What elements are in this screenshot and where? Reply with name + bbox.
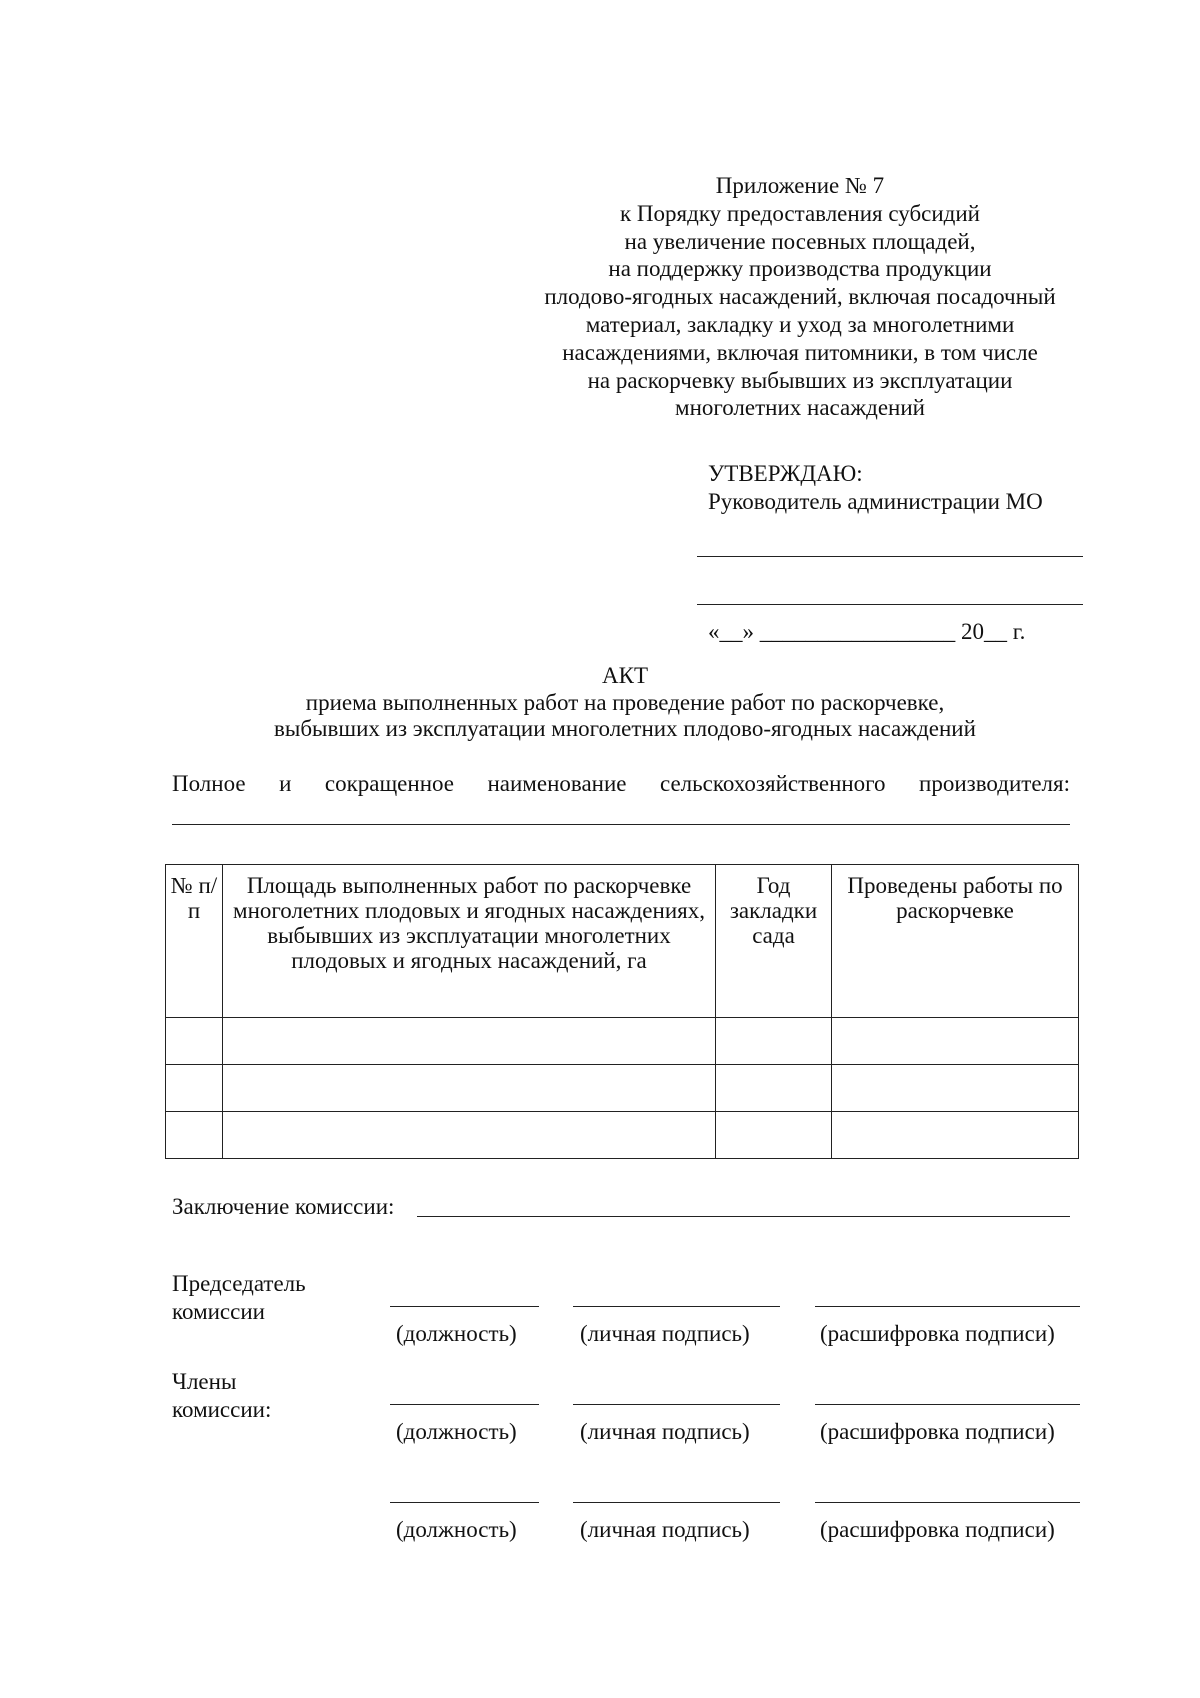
- appendix-line: Приложение № 7: [715, 173, 885, 198]
- approval-name-line[interactable]: [697, 604, 1083, 605]
- chairman-position-line[interactable]: [390, 1306, 539, 1307]
- date-day[interactable]: «__»: [708, 619, 754, 644]
- member-decoding-line[interactable]: [815, 1404, 1080, 1405]
- date-month[interactable]: _________________: [759, 619, 956, 644]
- table-cell[interactable]: [166, 1065, 223, 1112]
- producer-word: производителя:: [919, 771, 1070, 796]
- table-cell[interactable]: [716, 1112, 832, 1159]
- act-title-block: [0, 663, 1200, 743]
- decoding-caption: (расшифровка подписи): [820, 1321, 1055, 1346]
- table-row: [166, 1112, 1079, 1159]
- appendix-header: [500, 172, 1100, 422]
- table-header-row: [166, 865, 1079, 1018]
- appendix-line: на поддержку производства продукции: [608, 256, 992, 282]
- table-row: [166, 1018, 1079, 1065]
- appendix-line: на раскорчевку выбывших из эксплуатации: [587, 367, 1013, 393]
- approval-heading: УТВЕРЖДАЮ:: [708, 461, 863, 486]
- producer-word: наименование: [487, 771, 627, 796]
- table-cell[interactable]: [223, 1018, 716, 1065]
- approval-role: Руководитель администрации МО: [708, 489, 1043, 514]
- chairman-label-line: комиссии: [172, 1299, 265, 1324]
- table-cell[interactable]: [832, 1112, 1079, 1159]
- appendix-line: насаждениями, включая питомники, в том числе: [562, 339, 1038, 365]
- table-row: [166, 1065, 1079, 1112]
- table-cell[interactable]: [716, 1065, 832, 1112]
- table-cell[interactable]: [223, 1065, 716, 1112]
- member-position-line[interactable]: [390, 1502, 539, 1503]
- member-position-line[interactable]: [390, 1404, 539, 1405]
- act-subtitle-2: выбывших из эксплуатации многолетних плодово-ягодных насаждений: [274, 716, 976, 741]
- signature-caption: (личная подпись): [580, 1517, 750, 1542]
- table-cell[interactable]: [716, 1018, 832, 1065]
- conclusion-label: Заключение комиссии:: [172, 1194, 395, 1219]
- appendix-line: к Порядку предоставления субсидий: [620, 200, 980, 226]
- header-works: Проведены работы по раскорчевке: [832, 865, 1079, 1018]
- appendix-line: на увеличение посевных площадей,: [624, 228, 976, 254]
- table-cell[interactable]: [166, 1018, 223, 1065]
- position-caption: (должность): [396, 1321, 517, 1346]
- decoding-caption: (расшифровка подписи): [820, 1517, 1055, 1542]
- producer-name-field[interactable]: [172, 824, 1070, 825]
- header-area: Площадь выполненных работ по раскорчевке многолетних плодовых и ягодных насаждениях, выбывших из эксплуатации многолетних плодовых и ягодных насаждений, га: [223, 865, 716, 1018]
- member-signature-line[interactable]: [573, 1502, 780, 1503]
- decoding-caption: (расшифровка подписи): [820, 1419, 1055, 1444]
- act-title: АКТ: [602, 663, 648, 688]
- position-caption: (должность): [396, 1517, 517, 1542]
- table-cell[interactable]: [223, 1112, 716, 1159]
- header-number: № п/п: [166, 865, 223, 1018]
- approval-date: [708, 618, 1025, 646]
- approval-block: [708, 460, 1043, 516]
- member-decoding-line[interactable]: [815, 1502, 1080, 1503]
- members-label-line: Члены: [172, 1369, 237, 1394]
- table-cell[interactable]: [832, 1018, 1079, 1065]
- works-table: [165, 864, 1079, 1159]
- members-label-line: комиссии:: [172, 1397, 272, 1422]
- member-signature-line[interactable]: [573, 1404, 780, 1405]
- signature-caption: (личная подпись): [580, 1419, 750, 1444]
- chairman-decoding-line[interactable]: [815, 1306, 1080, 1307]
- conclusion-field[interactable]: [417, 1216, 1070, 1217]
- appendix-line: многолетних насаждений: [675, 395, 925, 421]
- producer-word: и: [279, 771, 292, 796]
- header-year: Год закладки сада: [716, 865, 832, 1018]
- signature-caption: (личная подпись): [580, 1321, 750, 1346]
- date-year[interactable]: 20__ г.: [961, 619, 1026, 644]
- act-subtitle-1: приема выполненных работ на проведение работ по раскорчевке,: [305, 689, 945, 715]
- producer-word: сельскохозяйственного: [659, 771, 886, 796]
- chairman-label: [172, 1270, 306, 1326]
- table-cell[interactable]: [832, 1065, 1079, 1112]
- position-caption: (должность): [396, 1419, 517, 1444]
- chairman-signature-line[interactable]: [573, 1306, 780, 1307]
- appendix-line: материал, закладку и уход за многолетними: [585, 311, 1015, 337]
- producer-name-label: [172, 770, 1070, 798]
- approval-signature-line[interactable]: [697, 556, 1083, 557]
- table-cell[interactable]: [166, 1112, 223, 1159]
- members-label: [172, 1368, 271, 1424]
- chairman-label-line: Председатель: [172, 1271, 306, 1296]
- producer-word: сокращенное: [324, 771, 454, 796]
- appendix-line: плодово-ягодных насаждений, включая посадочный: [544, 284, 1056, 310]
- producer-word: Полное: [172, 771, 246, 796]
